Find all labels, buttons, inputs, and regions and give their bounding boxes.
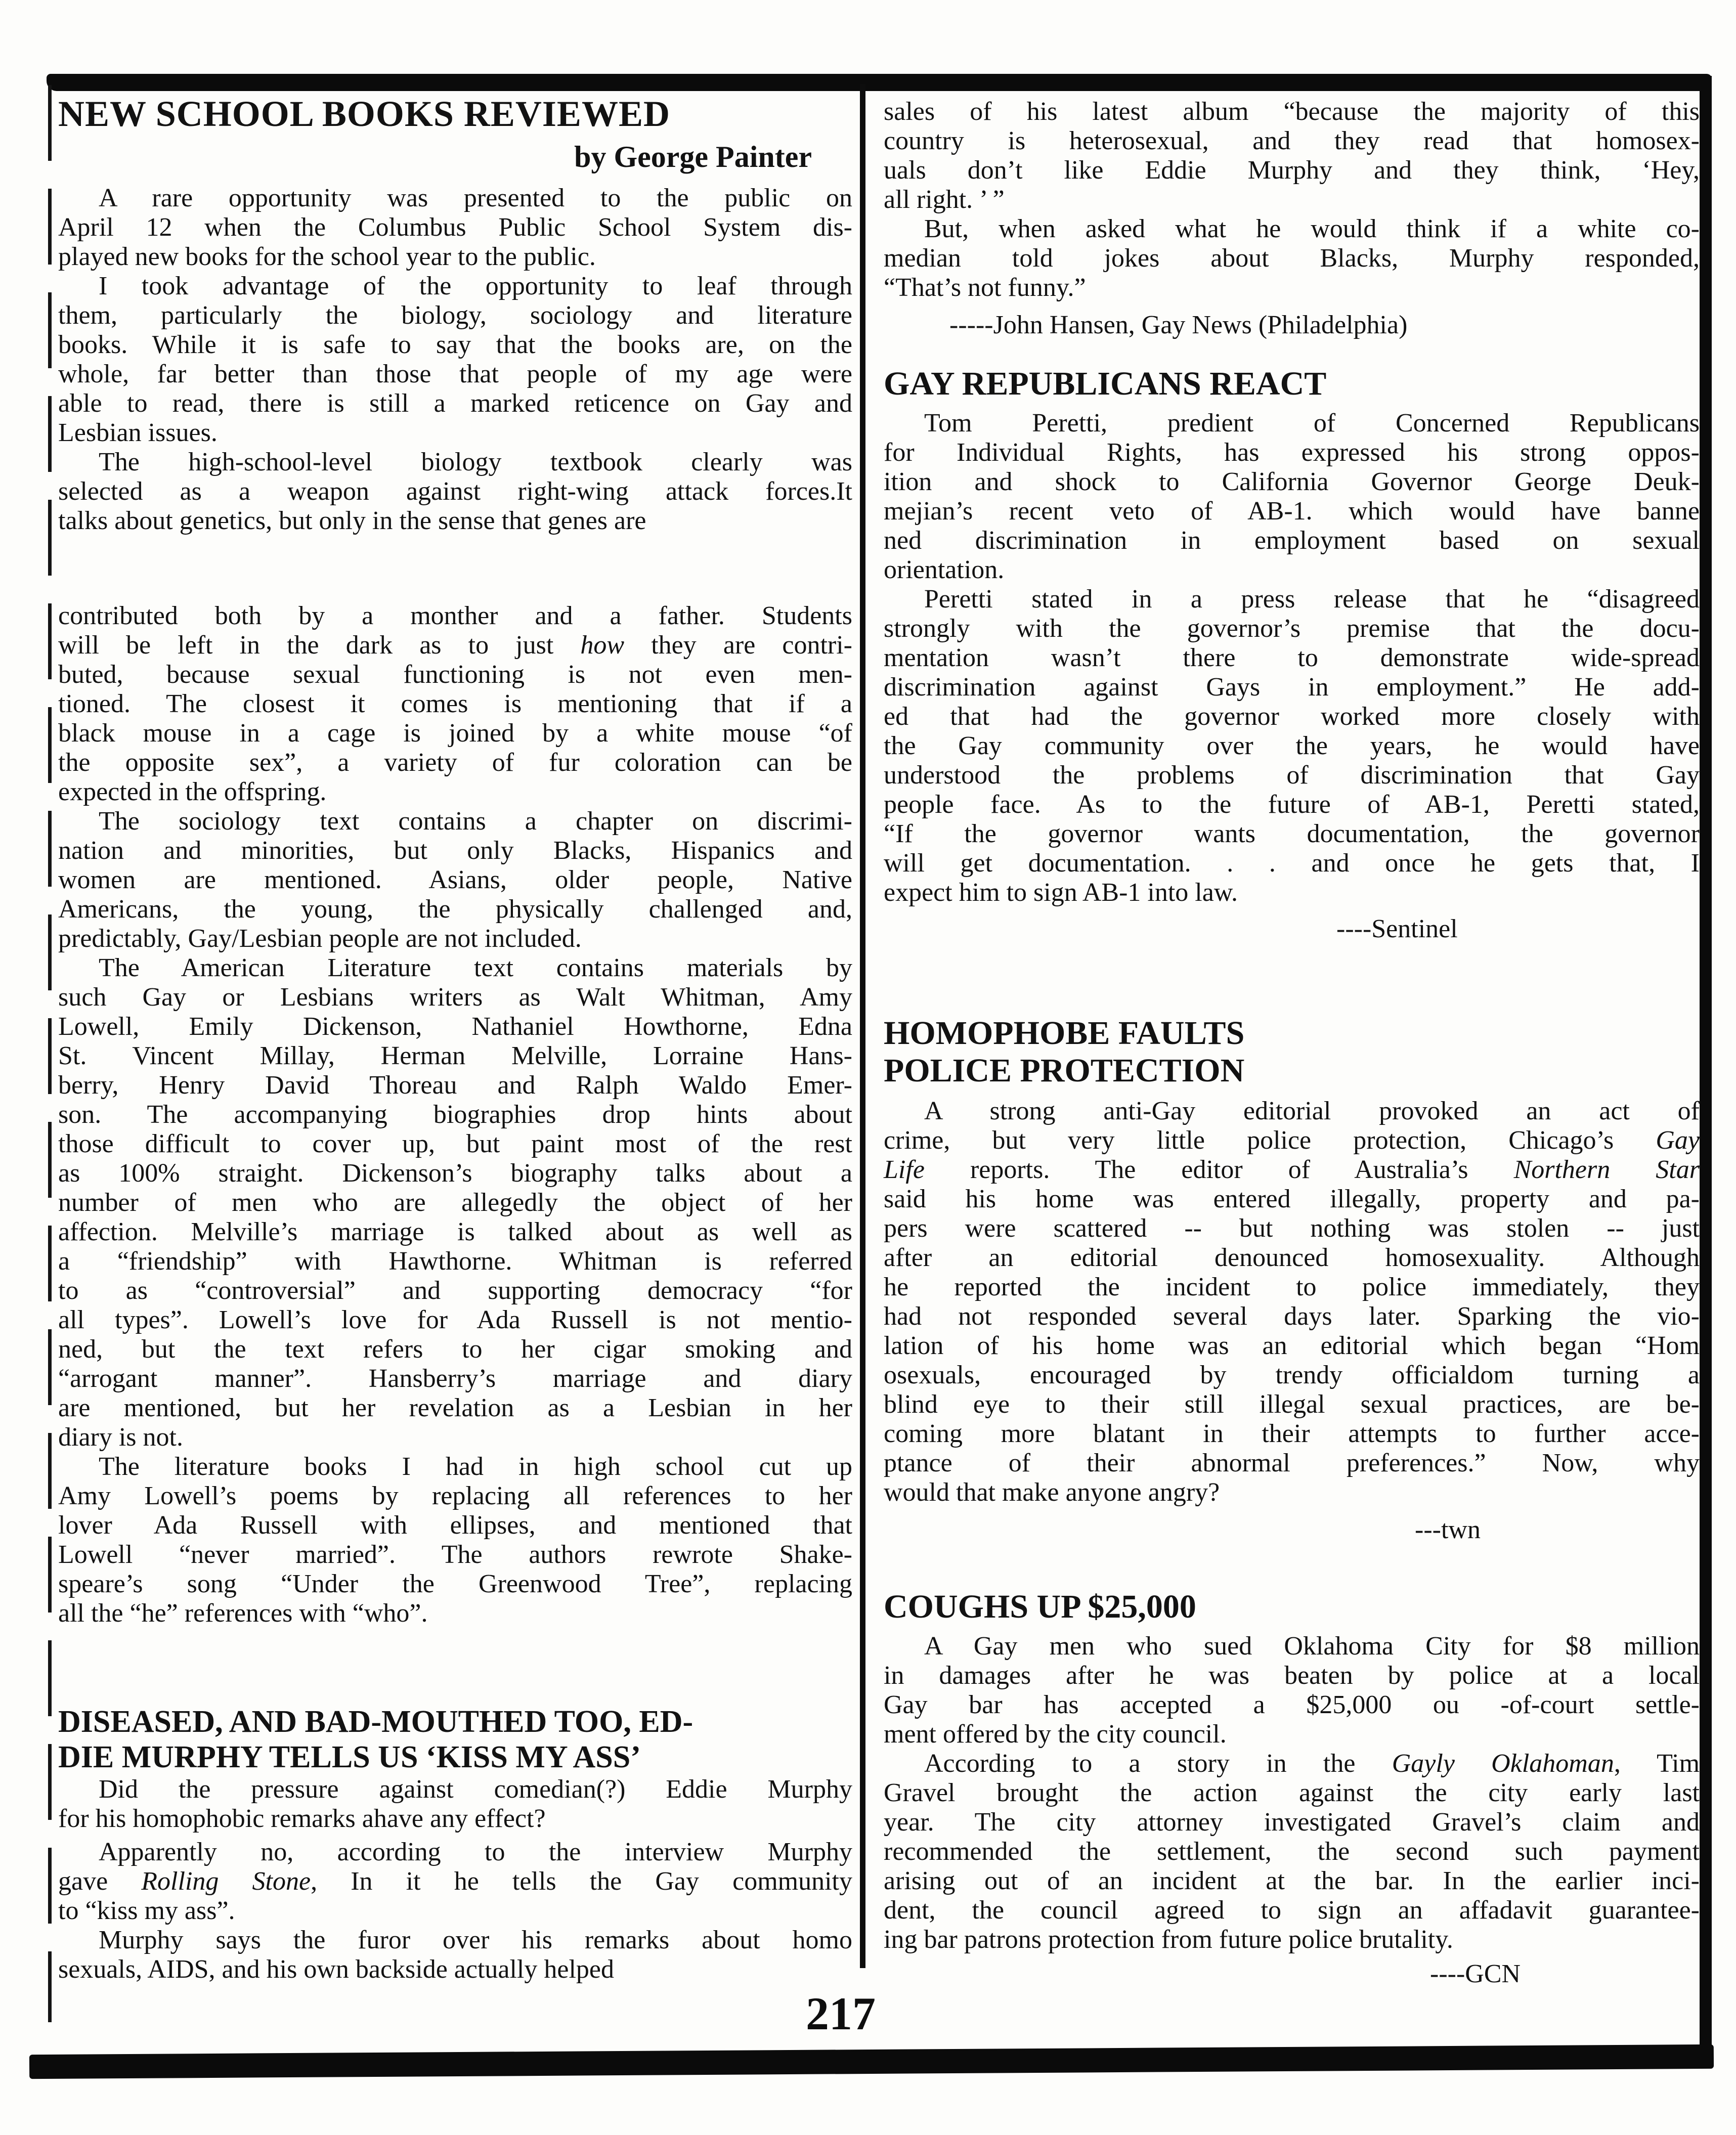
paragraph: Murphy says the furor over his remarks about homo sexuals, AIDS, and his own backside actually helped [58,1926,852,1984]
paragraph: I took advantage of the opportunity to leaf through them, particularly the biology, sociology and literature books. While it is safe to say that the books are, on the whole, far better than those that people of my age were able to read, there is still a marked reticence on Gay and Lesbian issues. [58,272,852,447]
paragraph-continuation: contributed both by a monther and a father. Students will be left in the dark as to just how they are contri- buted, because sexual functioning is not even men- tioned. The closest it comes is mentioning that if a black mouse in a cage is joined by a white mouse “of the opposite sex”, a variety of fur coloration can be expected in the offspring. [58,601,852,806]
headline-line-1: HOMOPHOBE FAULTS [884,1015,1245,1052]
headline-line-2: POLICE PROTECTION [884,1052,1245,1089]
paragraph: The literature books I had in high school cut up Amy Lowell’s poems by replacing all references to her lover Ada Russell with ellipses, and mentioned that Lowell “never married”. The authors rewrote Shake- speare’s song “Under the Greenwood Tree”, replacing all the “he” references with “who”. [58,1452,852,1628]
article-title-eddie-murphy [58,1704,852,1775]
paragraph: The American Literature text contains materials by such Gay or Lesbians writers as Walt Whitman, Amy Lowell, Emily Dickenson, Nathaniel Howthorne, Edna St. Vincent Millay, Herman Melville, Lorraine Hans- berry, Henry David Thoreau and Ralph Waldo Emer- son. The accompanying biographies drop hints about those difficult to cover up, but paint most of the rest as 100% straight. Dickenson’s biography talks about a number of men who are allegedly the object of her affection. Melville’s marriage is talked about as well as a “friendship” with Hawthorne. Whitman is referred to as “controversial” and supporting democracy “for all types”. Lowell’s love for Ada Russell is not mentio- ned, but the text refers to her cigar smoking and “arrogant manner”. Hansberry’s marriage and diary are mentioned, but her revelation as a Lesbian in her diary is not. [58,953,852,1452]
paragraph: A rare opportunity was presented to the public on April 12 when the Columbus Public School System dis- played new books for the school year to the public. [58,184,852,271]
attribution-john-hansen: -----John Hansen, Gay News (Philadelphia) [949,311,1408,339]
article-title-homophobe-faults [884,1015,1700,1090]
article-coughs-up [884,1588,1700,1989]
attribution-gcn: ----GCN [1430,1959,1521,1988]
article-new-school-books [58,94,852,1628]
paragraph: Peretti stated in a press release that he “disagreed strongly with the governor’s premise that the docu- mentation wasn’t there to demonstrate wide-spread discrimination against Gays in employment.” He add- ed that had the governor worked more closely with the Gay community over the years, he would have understood the problems of discrimination that Gay people face. As to the future of AB-1, Peretti stated, “If the governor wants documentation, the governor will get documentation. . . and once he gets that, I expect him to sign AB-1 into law. [884,585,1700,907]
page-border-left [48,85,52,2022]
article-eddie-murphy [58,1704,852,1984]
right-column [884,0,1700,1989]
byline-george-painter: by George Painter [574,140,812,173]
article-gay-republicans-react [884,365,1700,944]
headline-line-1: DISEASED, AND BAD-MOUTHED TOO, ED- [58,1705,693,1739]
page-border-bottom [29,2044,1714,2079]
column-divider [860,84,865,1968]
paragraph: But, when asked what he would think if a white co- median told jokes about Blacks, Murphy responded, “That’s not funny.” [884,214,1700,302]
attribution-sentinel: ----Sentinel [1336,914,1458,943]
paragraph-continuation: sales of his latest album “because the majority of this country is heterosexual, and they read that homosex- uals don’t like Eddie Murphy and they think, ‘Hey, all right. ’ ” [884,97,1700,214]
headline-line-2: DIE MURPHY TELLS US ‘KISS MY ASS’ [58,1740,641,1774]
paragraph: The sociology text contains a chapter on discrimi- nation and minorities, but only Blacks, Hispanics and women are mentioned. Asians, older people, Native Americans, the young, the physically challenged and, predictably, Gay/Lesbian people are not included. [58,807,852,953]
article-title-new-school-books: NEW SCHOOL BOOKS REVIEWED [58,94,670,134]
attribution-twn: ---twn [1415,1515,1481,1544]
paragraph: A strong anti-Gay editorial provoked an act of crime, but very little police protection, Chicago’s Gay Life reports. The editor of Australia’s Northern Star said his home was entered illegally, property and pa- pers were scattered -- but nothing was stolen -- just after an editorial denounced homosexuality. Although he reported the incident to police immediately, they had not responded several days later. Sparking the vio- lation of his home was an editorial which began “Hom osexuals, encouraged by trendy officialdom turning a blind eye to their still illegal sexual practices, are be- coming more blatant in their attempts to further acce- ptance of their abnormal preferences.” Now, why would that make anyone angry? [884,1097,1700,1507]
paragraph: A Gay men who sued Oklahoma City for $8 million in damages after he was beaten by police at a local Gay bar has accepted a $25,000 ou -of-court settle- ment offered by the city council. [884,1632,1700,1749]
article-title-gay-republicans: GAY REPUBLICANS REACT [884,365,1327,402]
paragraph: According to a story in the Gayly Oklahoman, Tim Gravel brought the action against the city early last year. The city attorney investigated Gravel’s claim and recommended the settlement, the second such payment arising out of an incident at the bar. In the earlier inci- dent, the council agreed to sign an affadavit guarantee- ing bar patrons protection from future police brutality. [884,1749,1700,1954]
page-border-right [1700,76,1712,2056]
paragraph: The high-school-level biology textbook clearly was selected as a weapon against right-wing attack forces.It talks about genetics, but only in the sense that genes are [58,448,852,535]
paragraph: Tom Peretti, predient of Concerned Republicans for Individual Rights, has expressed his strong oppos- ition and shock to California Governor George Deuk- mejian’s recent veto of AB-1. which would have banne ned discrimination in employment based on sexual orientation. [884,409,1700,584]
paragraph: Apparently no, according to the interview Murphy gave Rolling Stone, In it he tells the Gay community to “kiss my ass”. [58,1838,852,1925]
page-number: 217 [806,1988,876,2039]
article-homophobe-faults [884,1015,1700,1545]
article-eddie-murphy-continued [884,97,1700,340]
article-title-coughs-up: COUGHS UP $25,000 [884,1588,1196,1625]
left-column [58,0,852,1984]
paragraph: Did the pressure against comedian(?) Eddie Murphy for his homophobic remarks ahave any effect? [58,1775,852,1833]
